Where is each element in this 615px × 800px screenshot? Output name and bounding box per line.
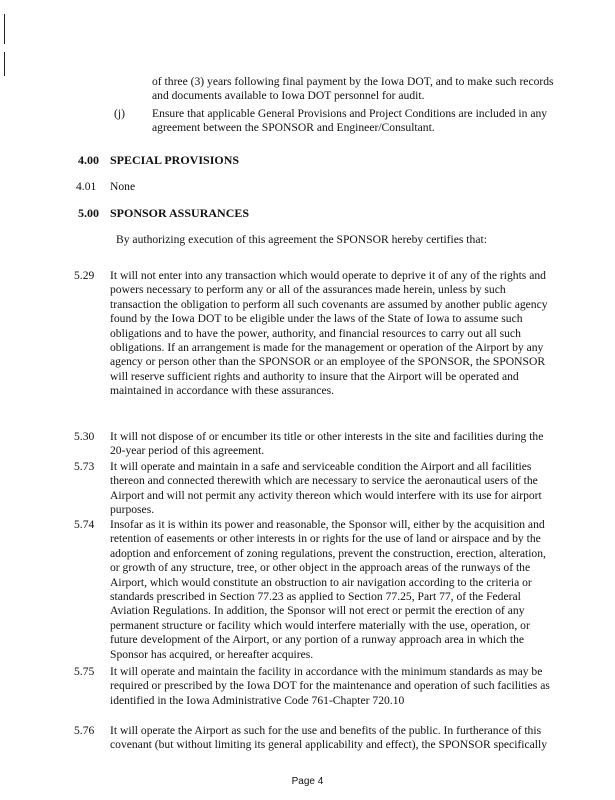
- section-title: SPECIAL PROVISIONS: [110, 153, 240, 167]
- assurance-item: [74, 724, 548, 753]
- item-text: None: [110, 180, 136, 193]
- text-line: permanent structure or facility which would interfere materially with the use, operation, or: [110, 618, 530, 632]
- text-line: purposes.: [110, 503, 155, 517]
- text-line: identified in the Iowa Administrative Code 761-Chapter 720.10: [110, 693, 405, 707]
- section-heading: [78, 206, 250, 220]
- text-line: obligations. If an arrangement is made for the management or operation of the Airport by any: [110, 341, 544, 355]
- text-line: agency or person other than the SPONSOR or an employee of the SPONSOR, the SPONSOR: [110, 355, 546, 369]
- item-number: 5.75: [74, 665, 95, 678]
- text-line: It will operate the Airport as such for the use and benefits of the public. In furtherance of this: [110, 724, 542, 737]
- text-line: required or prescribed by the Iowa DOT for the maintenance and operation of such facilities as: [110, 679, 550, 693]
- text-line: obligations and to have the power, authority, and financial resources to carry out all such: [110, 326, 521, 340]
- text-line: and documents available to Iowa DOT personnel for audit.: [152, 89, 425, 103]
- text-line: Sponsor has acquired, or hereafter acquires.: [110, 647, 314, 661]
- text-line: Aviation Regulations. In addition, the Sponsor will not erect or permit the erection of any: [110, 604, 525, 618]
- item-number: 5.73: [74, 460, 95, 473]
- page-number: Page 4: [291, 776, 324, 787]
- item-number: 4.01: [76, 180, 97, 193]
- item-number: 5.76: [74, 724, 95, 737]
- continuation-paragraph: [152, 75, 554, 104]
- text-line: adoption and enforcement of zoning regulations, prevent the construction, erection, alteration,: [110, 546, 546, 560]
- text-line: Airport, which would constitute an obstruction to air navigation according to the criteria or: [110, 575, 532, 589]
- text-line: Airport and will not permit any activity thereon which would interfere with its use for airport: [110, 488, 542, 502]
- item-number: 5.29: [74, 269, 95, 282]
- item-4-01: [76, 180, 136, 194]
- text-line: Insofar as it is within its power and reasonable, the Sponsor will, either by the acquisition and: [110, 518, 545, 531]
- assurance-item: [74, 269, 548, 399]
- text-line: maintained in accordance with these assurances.: [110, 384, 335, 398]
- text-line: transaction the obligation to perform all such covenants are assumed by another public agency: [110, 297, 548, 311]
- assurance-item: [74, 430, 544, 459]
- text-line: thereon and connected therewith which are necessary to service the aeronautical users of the: [110, 474, 538, 488]
- text-line: retention of easements or other interests in or rights for the use of land or airspace and by the: [110, 532, 541, 546]
- text-line: covenant (but without limiting its general applicability and effect), the SPONSOR specifically: [110, 738, 548, 752]
- text-line: It will not dispose of or encumber its title or other interests in the site and facilities during the: [110, 430, 544, 443]
- assurance-item: [74, 460, 542, 518]
- text-line: 20-year period of this agreement.: [110, 444, 265, 458]
- text-line: powers necessary to perform any or all of the assurances made herein, unless by such: [110, 283, 506, 297]
- intro-text: [116, 233, 487, 247]
- text-line: By authorizing execution of this agreement the SPONSOR hereby certifies that:: [116, 233, 487, 246]
- scan-margin-mark: [4, 14, 5, 44]
- text-line: It will not enter into any transaction which would operate to deprive it of any of the rights and: [110, 269, 546, 282]
- section-number: 5.00: [78, 206, 99, 220]
- text-line: found by the Iowa DOT to be eligible under the laws of the State of Iowa to assume such: [110, 312, 523, 326]
- text-line: It will operate and maintain in a safe and serviceable condition the Airport and all facilities: [110, 460, 532, 473]
- section-title: SPONSOR ASSURANCES: [110, 206, 250, 220]
- assurance-item: [74, 665, 550, 708]
- item-j: [114, 107, 548, 136]
- section-number: 4.00: [78, 153, 99, 167]
- text-line: or growth of any structure, tree, or other object in the approach areas of the runways of the: [110, 561, 531, 575]
- text-line: It will operate and maintain the facility in accordance with the minimum standards as may be: [110, 665, 543, 678]
- text-line: standards prescribed in Section 77.23 as applied to Section 77.25, Part 77, of the Federal: [110, 590, 521, 604]
- text-line: of three (3) years following final payment by the Iowa DOT, and to make such records: [152, 75, 554, 88]
- text-line: agreement between the SPONSOR and Engineer/Consultant.: [152, 121, 435, 135]
- item-number: 5.74: [74, 518, 95, 531]
- scan-margin-mark: [4, 52, 5, 76]
- text-line: will reserve sufficient rights and authority to insure that the Airport will be operated and: [110, 369, 519, 383]
- text-line: future development of the Airport, or any portion of a runway approach area in which the: [110, 633, 525, 647]
- section-heading: [78, 153, 240, 167]
- text-line: Ensure that applicable General Provisions and Project Conditions are included in any: [152, 107, 548, 120]
- item-number: 5.30: [74, 430, 95, 443]
- item-label: (j): [114, 107, 125, 120]
- assurance-item: [74, 518, 546, 662]
